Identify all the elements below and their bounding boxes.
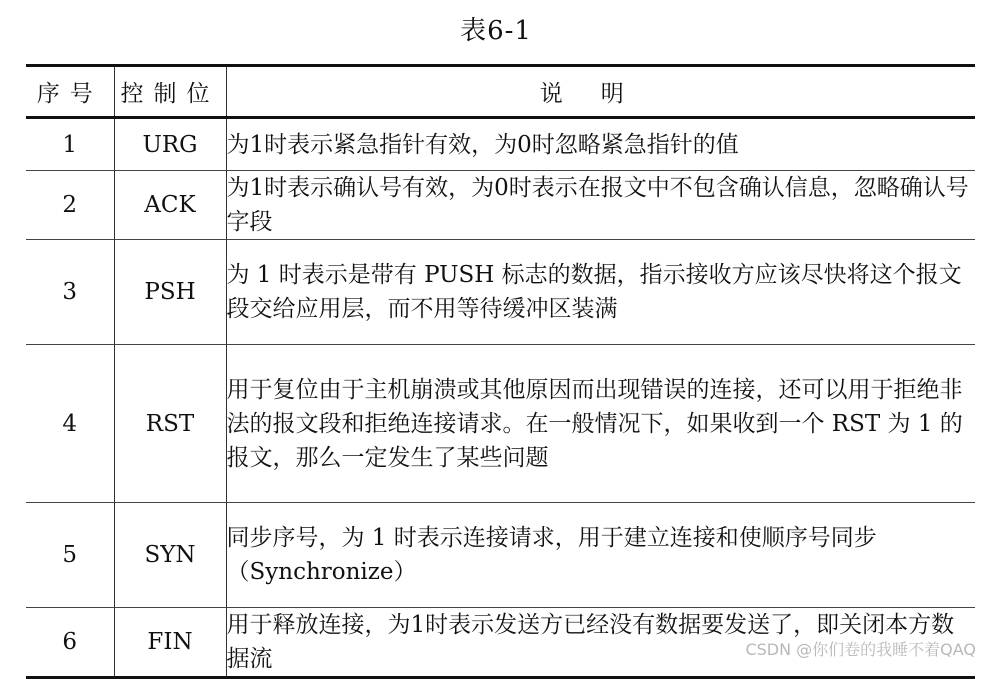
- header-serial: 序号: [26, 66, 114, 118]
- cell-description: 同步序号，为 1 时表示连接请求，用于建立连接和使顺序号同步（Synchronize）: [226, 503, 975, 608]
- cell-description: 为1时表示确认号有效，为0时表示在报文中不包含确认信息，忽略确认号字段: [226, 171, 975, 240]
- table-row-psh: [26, 240, 975, 345]
- header-control-bit: 控制位: [114, 66, 226, 118]
- cell-description: 用于释放连接，为1时表示发送方已经没有数据要发送了，即关闭本方数据流: [226, 608, 975, 678]
- tcp-control-bits-table: [26, 64, 975, 679]
- table-row-urg: [26, 118, 975, 171]
- cell-serial: 1: [26, 118, 114, 171]
- cell-flag: ACK: [114, 171, 226, 240]
- cell-flag: URG: [114, 118, 226, 171]
- cell-description: 为 1 时表示是带有 PUSH 标志的数据，指示接收方应该尽快将这个报文段交给应用层，而不用等待缓冲区装满: [226, 240, 975, 345]
- table-row-ack: [26, 171, 975, 240]
- table-header-row: [26, 66, 975, 118]
- cell-description: 用于复位由于主机崩溃或其他原因而出现错误的连接，还可以用于拒绝非法的报文段和拒绝连接请求。在一般情况下，如果收到一个 RST 为 1 的报文，那么一定发生了某些问题: [226, 345, 975, 503]
- cell-serial: 3: [26, 240, 114, 345]
- header-description: 说明: [226, 66, 975, 118]
- cell-serial: 4: [26, 345, 114, 503]
- cell-flag: FIN: [114, 608, 226, 678]
- cell-description: 为1时表示紧急指针有效，为0时忽略紧急指针的值: [226, 118, 975, 171]
- cell-serial: 5: [26, 503, 114, 608]
- csdn-watermark: CSDN @你们卷的我睡不着QAQ: [745, 640, 976, 659]
- cell-flag: PSH: [114, 240, 226, 345]
- table-row-syn: [26, 503, 975, 608]
- cell-serial: 2: [26, 171, 114, 240]
- table-caption: 表6-1: [460, 16, 532, 46]
- table-row-rst: [26, 345, 975, 503]
- cell-flag: RST: [114, 345, 226, 503]
- cell-flag: SYN: [114, 503, 226, 608]
- cell-serial: 6: [26, 608, 114, 678]
